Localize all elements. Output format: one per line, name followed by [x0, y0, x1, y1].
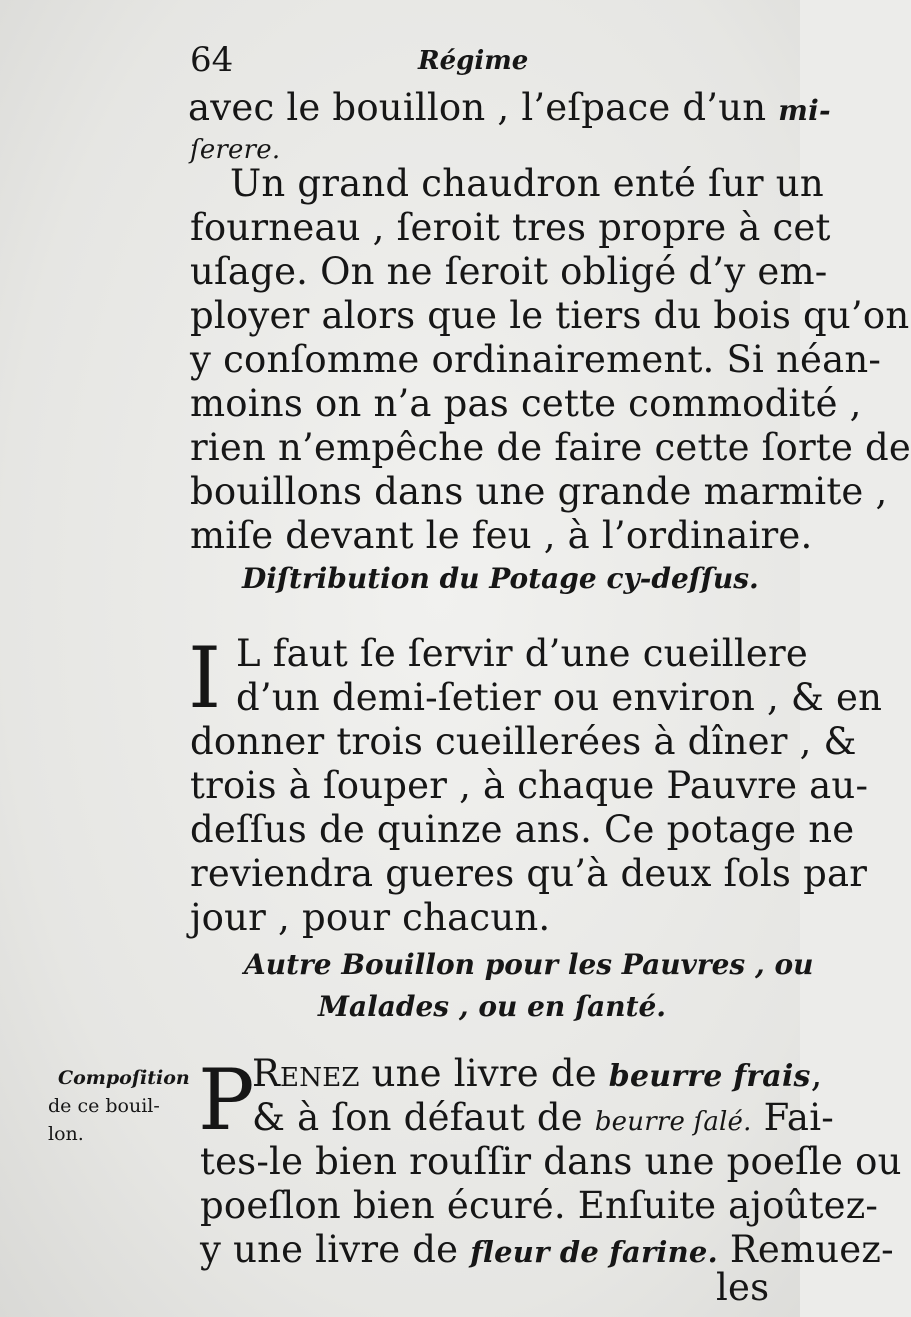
text-line: L faut ſe ſervir d’une cueillere: [236, 632, 808, 675]
italic-word: mi-: [778, 94, 831, 127]
text-line: donner trois cueillerées à dîner , &: [190, 720, 857, 763]
margin-note-line: Compoſition: [58, 1067, 190, 1089]
catchword: les: [716, 1266, 770, 1309]
text-line: y conſomme ordinairement. Si néan-: [190, 338, 882, 381]
italic-word: beurre ſalé.: [594, 1107, 752, 1137]
italic-word: fleur de farine.: [470, 1235, 718, 1269]
text-line: ployer alors que le tiers du bois qu’on: [190, 294, 910, 337]
page-number: 64: [190, 40, 234, 80]
text-line: rien n’empêche de faire cette ſorte de: [190, 426, 911, 469]
text-line: [252, 1096, 834, 1144]
text-line: deſſus de quinze ans. Ce potage ne: [190, 808, 855, 851]
text-line: reviendra gueres qu’à deux ſols par: [190, 852, 868, 895]
drop-cap: I: [188, 629, 222, 727]
italic-word: beurre frais: [608, 1059, 811, 1094]
text-line: poeſlon bien écuré. Enſuite ajoûtez-: [200, 1184, 879, 1227]
text-span: Renez: [252, 1052, 360, 1095]
text-line: [252, 1052, 823, 1099]
text-line: miſe devant le feu , à l’ordinaire.: [190, 514, 813, 557]
running-title: Régime: [418, 46, 529, 76]
text-line: trois à ſouper , à chaque Pauvre au-: [190, 764, 869, 807]
italic-word: ſerere.: [190, 135, 281, 165]
text-span: une livre de: [359, 1052, 609, 1095]
text-line: Un grand chaudron enté ſur un: [230, 162, 824, 205]
section-heading: Malades , ou en ſanté.: [318, 990, 667, 1023]
text-line: fourneau , ſeroit tres propre à cet: [190, 206, 831, 249]
text-line: uſage. On ne ſeroit obligé d’y em-: [190, 250, 828, 293]
text-line: tes-le bien rouſſir dans une poeſle ou: [200, 1140, 902, 1183]
drop-cap: P: [198, 1051, 255, 1149]
margin-note-line: lon.: [48, 1123, 84, 1145]
text-line: bouillons dans une grande marmite ,: [190, 470, 888, 513]
text-span: Fai-: [751, 1096, 834, 1139]
text-span: ,: [810, 1052, 823, 1095]
section-heading: Autre Bouillon pour les Pauvres , ou: [244, 948, 814, 981]
text-line: [188, 86, 831, 133]
text-span: Remuez-: [717, 1228, 894, 1271]
text-line: d’un demi-ſetier ou environ , & en: [236, 676, 883, 719]
text-line: moins on n’a pas cette commodité ,: [190, 382, 862, 425]
text-span: avec le bouillon , l’eſpace d’un: [188, 86, 779, 129]
section-heading: Diſtribution du Potage cy-deſſus.: [242, 562, 759, 595]
text-span: & à ſon défaut de: [252, 1096, 595, 1139]
margin-note-line: de ce bouil-: [48, 1095, 160, 1117]
text-span: y une livre de: [200, 1228, 471, 1271]
text-line: jour , pour chacun.: [190, 896, 551, 939]
text-line: [200, 1228, 894, 1274]
